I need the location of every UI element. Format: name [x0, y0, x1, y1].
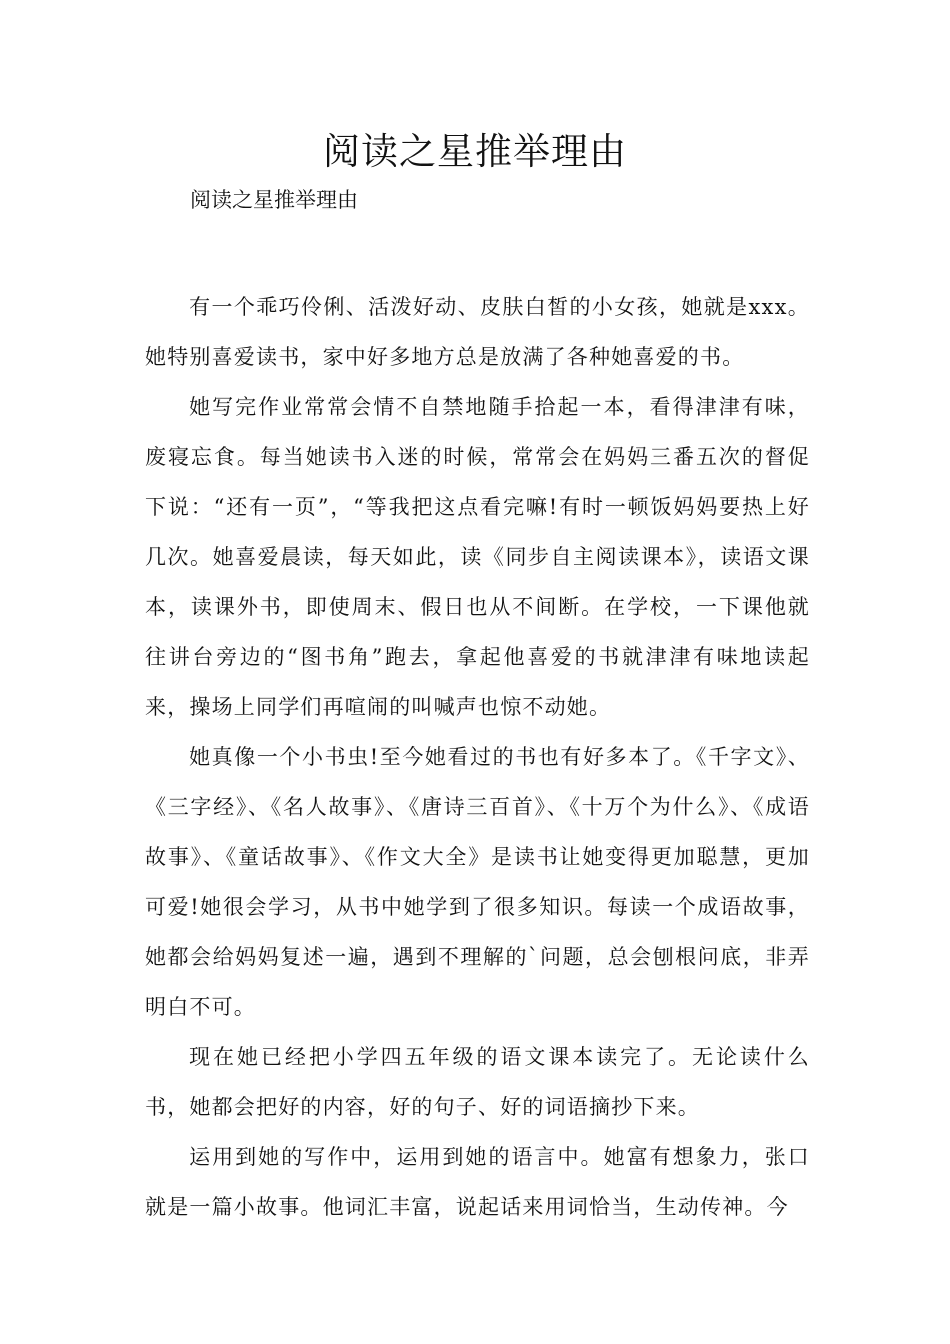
paragraph-2: 她写完作业常常会情不自禁地随手拾起一本，看得津津有味，废寝忘食。每当她读书入迷的时候，常常会在妈妈三番五次的督促下说：“还有一页”，“等我把这点看完嘛!有时一顿饭妈妈要热上好几次。她喜爱晨读，每天如此，读《同步自主阅读课本》，读语文课本，读课外书，即使周末、假日也从不间断。在学校，一下课他就往讲台旁边的“图书角”跑去，拿起他喜爱的书就津津有味地读起来，操场上同学们再喧闹的叫喊声也惊不动她。	[145, 395, 810, 719]
paragraph-5: 运用到她的写作中，运用到她的语言中。她富有想象力，张口就是一篇小故事。他词汇丰富，说起话来用词恰当，生动传神。今	[145, 1145, 810, 1219]
paragraph-4: 现在她已经把小学四五年级的语文课本读完了。无论读什么书，她都会把好的内容，好的句子、好的词语摘抄下来。	[145, 1045, 810, 1119]
document-title: 阅读之星推举理由	[323, 130, 627, 173]
paragraph-1: 有一个乖巧伶俐、活泼好动、皮肤白皙的小女孩，她就是xxx。她特别喜爱读书，家中好多地方总是放满了各种她喜爱的书。	[145, 295, 810, 369]
document-subtitle: 阅读之星推举理由	[190, 188, 358, 212]
document-body	[145, 282, 810, 1232]
paragraph-3: 她真像一个小书虫!至今她看过的书也有好多本了。《千字文》、《三字经》、《名人故事》、《唐诗三百首》、《十万个为什么》、《成语故事》、《童话故事》、《作文大全》是读书让她变得更加聪慧，更加可爱!她很会学习，从书中她学到了很多知识。每读一个成语故事，她都会给妈妈复述一遍，遇到不理解的`问题，总会刨根问底，非弄明白不可。	[145, 745, 810, 1019]
